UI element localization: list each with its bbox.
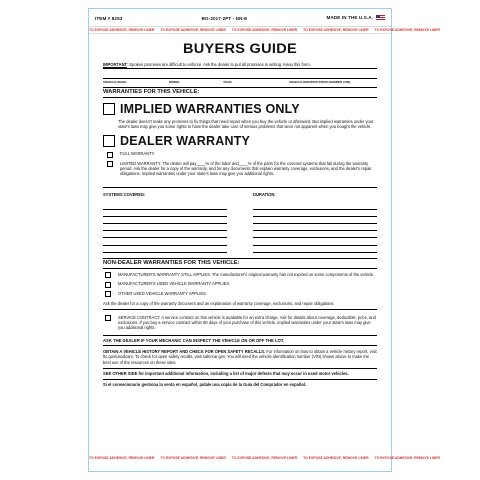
option-label: MANUFACTURER'S WARRANTY STILL APPLIES. The manufacturer's original warranty has not expired on some components of the vehicle.: [118, 271, 375, 277]
systems-line[interactable]: [103, 231, 227, 238]
implied-warranties-title: IMPLIED WARRANTIES ONLY: [120, 102, 300, 116]
form-code: BG-2017-2PT - NN-E: [201, 15, 248, 21]
warranty-document-note: Ask the dealer for a copy of the warranty document and an explanation of warranty coverage, exclusions, and repair obligations: [103, 301, 377, 309]
buyers-guide-form: [88, 8, 440, 472]
model-label: MODEL: [169, 80, 181, 84]
systems-line[interactable]: [103, 203, 227, 210]
manufacturer-used-warranty-checkbox[interactable]: [105, 282, 111, 288]
limited-warranty-checkbox[interactable]: [107, 161, 113, 167]
duration-label: DURATION:: [253, 191, 276, 197]
option-label: MANUFACTURER'S USED VEHICLE WARRANTY APPLIES.: [118, 281, 231, 287]
implied-warranties-checkbox[interactable]: [103, 103, 115, 115]
systems-line[interactable]: [103, 246, 227, 253]
service-contract-text: SERVICE CONTRACT. A service contract on this vehicle is available for an extra charge. Ask for details about coverage, deductible, price, and exclusions. If you buy a service contract within 90 days of your purchase of this vehicle, implied warranties under your state's laws may give you additional rights.: [118, 314, 376, 330]
systems-line[interactable]: [103, 217, 227, 224]
systems-line[interactable]: [103, 210, 227, 217]
non-dealer-option[interactable]: [103, 272, 377, 279]
full-warranty-checkbox[interactable]: [107, 152, 113, 158]
spanish-notice: Si el consecionario gestiona la venta en español, pidale una copia de la Guía del Comprador en español.: [103, 379, 377, 387]
duration-line[interactable]: [253, 210, 377, 217]
vehicle-make-label: VEHICLE MAKE: [103, 80, 127, 84]
limited-warranty-text: LIMITED WARRANTY. The dealer will pay____% of the labor and____% of the parts for the covered systems that fail during the warranty period. Ask the dealer for a copy of the warranty, and for any documents that explain warranty coverage, exclusions, and the dealer's repair obligations. Implied warranties under your state's laws may give you additional rights.: [120, 160, 372, 177]
item-number: ITEM # 8253: [95, 15, 123, 21]
implied-warranties-option[interactable]: [103, 102, 377, 116]
non-dealer-heading: NON-DEALER WARRANTIES FOR THIS VEHICLE:: [103, 258, 377, 269]
duration-line[interactable]: [253, 224, 377, 231]
duration-line[interactable]: [253, 246, 377, 253]
manufacturer-warranty-checkbox[interactable]: [105, 272, 111, 278]
year-label: YEAR: [223, 80, 232, 84]
page-title: BUYERS GUIDE: [183, 41, 297, 57]
service-contract-checkbox[interactable]: [105, 315, 111, 321]
duration-line[interactable]: [253, 217, 377, 224]
coverage-columns: [103, 187, 377, 253]
full-warranty-option[interactable]: [107, 151, 377, 158]
see-other-side-notice: SEE OTHER SIDE for important additional information, including a list of major defects that may occur in used motor vehicles.: [103, 368, 377, 376]
dealer-warranty-title: DEALER WARRANTY: [120, 134, 251, 149]
implied-warranties-text: The dealer doesn't make any promises to fix things that need repair when you buy the vehicle or afterward. But implied warranties under your state's laws may give you some rights to have the dealer take care of serious problems that were not apparent when you bought the vehicle.: [118, 119, 374, 130]
duration-line[interactable]: [253, 231, 377, 238]
non-dealer-option[interactable]: [103, 281, 377, 288]
systems-line[interactable]: [103, 224, 227, 231]
history-report-notice: OBTAIN A VEHICLE HISTORY REPORT AND CHECK FOR OPEN SAFETY RECALLS. For information on how to obtain a vehicle history report, visit ftc.gov/usedcars. To check for open safety recalls, visit safercar.gov. You will need the vehicle identification number (VIN) shown above to make the best use of the resources on these sites.: [103, 349, 377, 365]
vehicle-fields: [103, 78, 377, 84]
warranties-heading: WARRANTIES FOR THIS VEHICLE:: [103, 87, 377, 98]
liner-band-top: TO EXPOSE ADHESIVE, REMOVE LINER TO EXPOSE ADHESIVE, REMOVE LINER TO EXPOSE ADHESIVE, REMOVE LINER TO EXPOSE ADHESIVE, REMOVE LINER TO EXPOSE ADHESIVE, REMOVE LINER: [89, 28, 440, 32]
duration-line[interactable]: [253, 238, 377, 245]
full-warranty-label: FULL WARRANTY.: [120, 151, 155, 157]
made-in-label: MADE IN THE U.S.A.: [327, 15, 385, 21]
important-notice: IMPORTANT: Spoken promises are difficult to enforce. Ask the dealer to put all promises in writing. Keep this form.: [103, 62, 377, 69]
non-dealer-option[interactable]: [103, 291, 377, 298]
dealer-warranty-option[interactable]: [103, 134, 377, 148]
other-used-warranty-checkbox[interactable]: [105, 291, 111, 297]
limited-warranty-option[interactable]: [107, 161, 377, 177]
service-contract-option[interactable]: [103, 315, 377, 331]
us-flag-icon: [376, 15, 385, 21]
systems-line[interactable]: [103, 238, 227, 245]
header-row: [95, 13, 385, 23]
dealer-warranty-checkbox[interactable]: [103, 135, 115, 147]
systems-covered-label: SYSTEMS COVERED:: [103, 191, 146, 197]
duration-line[interactable]: [253, 203, 377, 210]
liner-band-bottom: TO EXPOSE ADHESIVE, REMOVE LINER TO EXPOSE ADHESIVE, REMOVE LINER TO EXPOSE ADHESIVE, REMOVE LINER TO EXPOSE ADHESIVE, REMOVE LINER TO EXPOSE ADHESIVE, REMOVE LINER: [89, 456, 440, 460]
vin-label: VEHICLE IDENTIFICATION NUMBER (VIN): [289, 80, 351, 84]
option-label: OTHER USED VEHICLE WARRANTY APPLIES.: [118, 290, 207, 296]
mechanic-notice: ASK THE DEALER IF YOUR MECHANIC CAN INSPECT THE VEHICLE ON OR OFF THE LOT.: [103, 335, 377, 346]
